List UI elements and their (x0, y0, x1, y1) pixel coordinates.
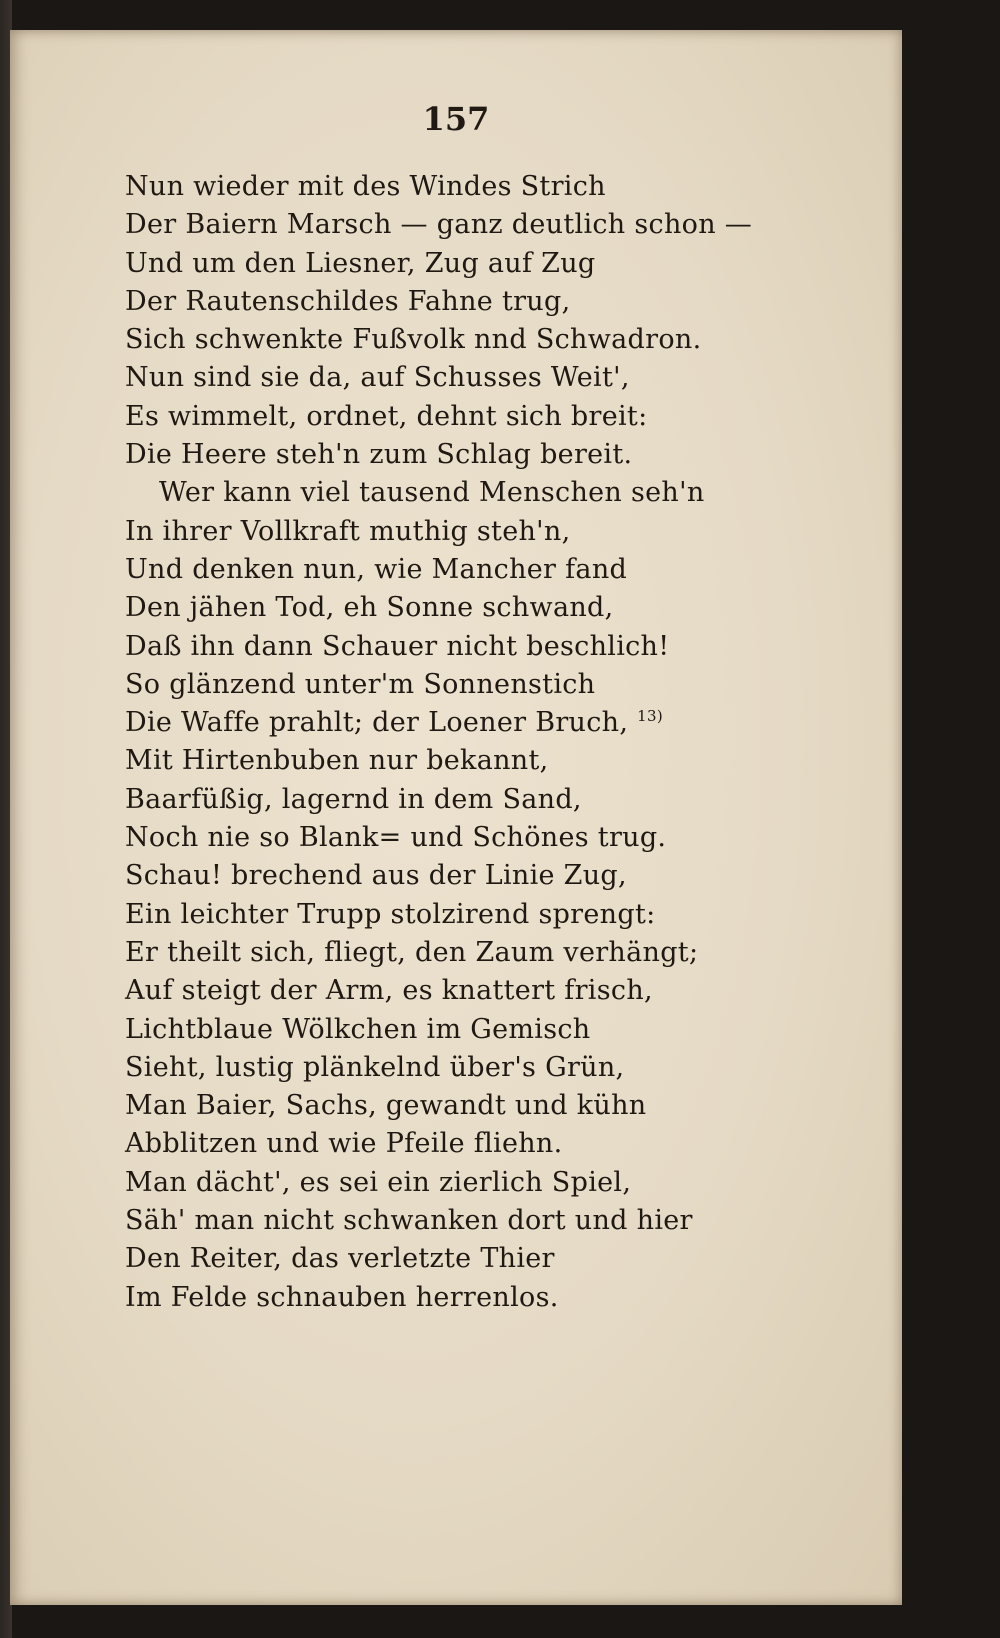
poem-line: Man Baier, Sachs, gewandt und kühn (125, 1090, 647, 1122)
poem-line: Den Reiter, das verletzte Thier (125, 1243, 555, 1275)
poem-line: Sieht, lustig plänkelnd über's Grün, (125, 1051, 625, 1083)
footnote-marker: 13) (637, 707, 663, 726)
poem-line: Die Heere steh'n zum Schlag bereit. (125, 439, 633, 471)
poem-line: Abblitzen und wie Pfeile fliehn. (125, 1128, 563, 1160)
book-page (10, 30, 902, 1605)
poem-line: Wer kann viel tausend Menschen seh'n (159, 477, 705, 509)
poem-line: Säh' man nicht schwanken dort und hier (125, 1205, 693, 1237)
poem-line: Den jähen Tod, eh Sonne schwand, (125, 592, 614, 624)
poem-line: Lichtblaue Wölkchen im Gemisch (125, 1013, 591, 1045)
poem-line: Ein leichter Trupp stolzirend sprengt: (125, 898, 656, 930)
poem-line: Und denken nun, wie Mancher fand (125, 553, 628, 585)
poem-line: Der Rautenschildes Fahne trug, (125, 285, 571, 317)
poem-line: So glänzend unter'm Sonnenstich (125, 668, 596, 700)
poem-line: Baarfüßig, lagernd in dem Sand, (125, 783, 582, 815)
poem-line: Der Baiern Marsch — ganz deutlich schon — (125, 209, 753, 241)
poem-line: In ihrer Vollkraft muthig steh'n, (125, 515, 571, 547)
poem-line: Mit Hirtenbuben nur bekannt, (125, 745, 549, 777)
poem-line-text: Die Waffe prahlt; der Loener Bruch, (125, 707, 629, 739)
poem-line: Und um den Liesner, Zug auf Zug (125, 247, 596, 279)
poem-line: Schau! brechend aus der Linie Zug, (125, 860, 627, 892)
poem-line: Daß ihn dann Schauer nicht beschlich! (125, 630, 670, 662)
poem-line: Es wimmelt, ordnet, dehnt sich breit: (125, 400, 648, 432)
page-number: 157 (422, 100, 490, 138)
poem-line: Man dächt', es sei ein zierlich Spiel, (125, 1166, 632, 1198)
poem-line: Noch nie so Blank= und Schönes trug. (125, 822, 667, 854)
poem-line-with-footnote (125, 704, 765, 742)
poem-line: Er theilt sich, fliegt, den Zaum verhängt; (125, 936, 699, 968)
poem-line: Nun sind sie da, auf Schusses Weit', (125, 362, 630, 394)
poem-line: Auf steigt der Arm, es knattert frisch, (125, 975, 653, 1007)
poem-line: Im Felde schnauben herrenlos. (125, 1281, 559, 1313)
poem-line: Nun wieder mit des Windes Strich (125, 171, 606, 202)
poem-line: Sich schwenkte Fußvolk nnd Schwadron. (125, 324, 702, 356)
poem-text (125, 168, 765, 1317)
